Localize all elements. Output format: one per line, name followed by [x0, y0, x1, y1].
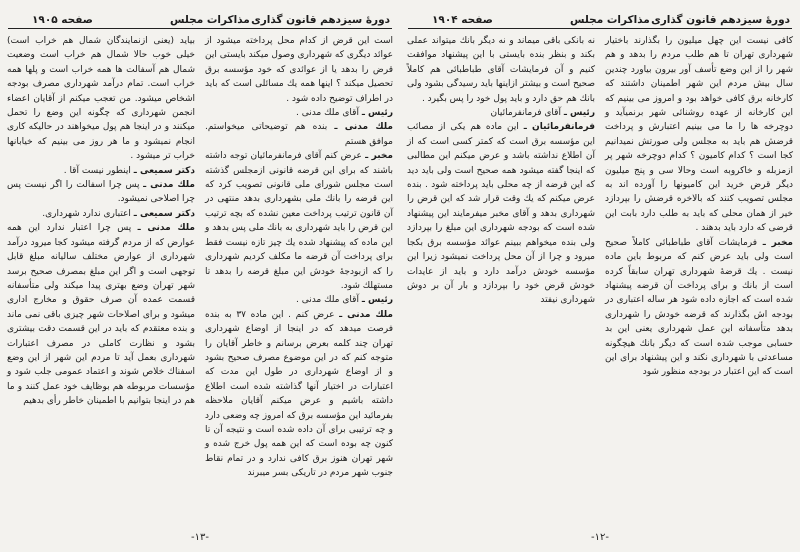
- paragraph-text: عرض کنم . این ماده ۳۷ به بنده فرصت میدهد که در اینجا از اوضاع شهرداری تهران چند کلمه بعرض برسانم و خاطر آقایان را متوجه کنم که در این موضوع مصرف صحیح بشود و از اوضاع شهرداری در طول این مدت که اعتبارات در اختیار آنها گذاشته شده است اطلاع داشته باشیم و عرض میکنم آقایان ملاحظه بفرمائید این مؤسسه برق که امروز چه وضعی دارد و چه ترتیبی برای آن داده شده است و نتیجه آن تا کنون چه بوده است که این همه پول خرج شده و شهر تهران هنوز برق کافی ندارد و در تمام نقاط جنوب شهر مردم در تاریکی بسر میبرند: [205, 309, 393, 479]
- speaker-name: ملك مدنی ـ: [143, 180, 195, 191]
- paragraph-text: اینطور نیست آقا .: [63, 165, 131, 176]
- text-column-left: [7, 34, 195, 409]
- paragraph-text: کافی نیست این چهل میلیون را بگذارند باختیار شهرداری تهران تا هم طلب مردم را بدهد و هم شهر را از این وضع تأسف آور بیرون بیاورد چندین سال بیش مردم این شهر اطمینان داشتند که کارخانه برق کافی خواهد بود و امروز می بینیم که این کارخانه از عهده روشنائی شهر برنمیآید و دوچرخه ها را ما می بینیم اعتبارش و پرداخت قرضش هم باید به مجلس ولی صورتش نمیدانیم کجا است ؟ کدام کامیون ؟ کدام دوچرخه شهر پر ازمزبله و خاکروبه است وحالا سی و پنج میلیون دیگر قرض خرید این کامیونها را آورده اند به مجلس تصویب کنند که بالاخره قرضش را بپردازد خیر از همان محلی که باید به طلب دارد بابت این قرضی که دارد باید بدهند .: [605, 36, 793, 234]
- speech-paragraph: [407, 120, 595, 307]
- right-page: [404, 0, 796, 552]
- text-paragraph: [7, 34, 195, 164]
- page-number-label: صفحه ۱۹۰۴: [432, 14, 493, 26]
- text-paragraph: [407, 34, 595, 106]
- text-paragraph: [605, 34, 793, 236]
- paragraph-text: اعتباری ندارد شهرداری.: [42, 208, 131, 219]
- speech-paragraph: [205, 293, 393, 307]
- speaker-name: دکتر سمیعی ـ: [133, 165, 195, 176]
- speech-paragraph: [205, 149, 393, 293]
- speaker-name: رئیس ـ: [361, 108, 393, 119]
- speaker-name: ملك مدنی ـ: [137, 223, 195, 234]
- speaker-name: رئیس ـ: [361, 295, 393, 306]
- publication-title: مذاکرات مجلس: [170, 14, 250, 26]
- text-column-right: [605, 34, 793, 380]
- speaker-name: دکتر سمیعی ـ: [133, 208, 195, 219]
- speech-paragraph: [205, 120, 393, 149]
- page-header: [408, 14, 792, 29]
- text-column-right: [205, 34, 393, 481]
- paragraph-text: پس چرا اسفالت را اگر نیست پس چرا اصلاحی نمیشود.: [7, 180, 195, 205]
- paragraph-text: است این قرض از کدام محل پرداخته میشود از عوائد دیگری که شهرداری وصول میکند بایستی این قرض را بدهد یا از عوائدی که خود مؤسسه برق تحصیل میکند ؟ اینها همه یك مسائلی است که باید در اطراف توضیح داده شود .: [205, 36, 393, 104]
- paragraph-text: نه بانکی باقی میماند و نه دیگر بانك میتواند عملی بکند و بنظر بنده بایستی با این پیشنهاد موافقت کنیم و آن فرمایشات آقای طباطبائی هم کاملاً صحیح است و بیشتر ازاینها باید رسیدگی بشود ولی بانك هم حق دارد و باید پول خود را پس بگیرد .: [407, 36, 595, 104]
- paragraph-text: بنده هم توضیحاتی میخواستم. موافق هستم: [205, 122, 393, 147]
- page-footer-number: -۱۳-: [191, 532, 209, 543]
- page-footer-number: -۱۲-: [591, 532, 609, 543]
- session-period: دورهٔ سیزدهم قانون گذاری: [251, 14, 390, 26]
- paragraph-text: عرض کنم آقای فرمانفرمائیان توجه داشته باشند که برای این قرضه قانونی ازمجلس گذشته است مجلس شورای ملی قانونی تصویب کرد که این قرضه را بانك ملی بشهرداری بدهد منتهی در آن قانون ترتیب پرداخت معین نشده که بچه ترتیب این قرض را باید شهرداری به بانك ملی پس بدهد و این ماده که پیشنهاد شده یك چیز تازه نیست فقط برای پرداخت آن قرضه ما مکلف کردیم شهرداری را که ازبودجهٔ خودش این مبلغ قرضه را بدهد تا مستهلك شود.: [205, 151, 393, 291]
- publication-title: مذاکرات مجلس: [570, 14, 650, 26]
- speech-paragraph: [7, 164, 195, 178]
- paragraph-text: بیاید (یعنی ازنمایندگان شمال هم خراب است) خیلی خوب حالا شمال هم خراب است وضعیت شمال هم آسفالت ها همه خراب است و پلها همه خراب است. تمام درآمد شهرداری مصرف بودجه اشخاص میشود. من تعجب میکنم از آقایان اعضاء انجمن شهرداری که چگونه این وضع را تحمل میکنند و در اینجا هم پول میخواهند در حالیکه کاری انجام نمیشود و ما هر روز می بینیم که خیابانها خراب تر میشود .: [7, 36, 195, 162]
- speaker-name: فرمانفرمائیان ـ: [523, 122, 595, 133]
- text-column-left: [407, 34, 595, 308]
- text-paragraph: [205, 34, 393, 106]
- speaker-name: ملك مدنی ـ: [334, 122, 393, 133]
- speaker-name: مخبر ـ: [762, 237, 793, 248]
- speaker-name: ملك مدنی ـ: [339, 309, 393, 320]
- paragraph-text: این ماده هم یکی از مصائب این مؤسسه برق است که کمتر کسی است که از آن اطلاع نداشته باشد و عرض میکنم این مطالبی که اینجا گفته میشود همه صحیح است ولی باید دید که این قرضه از چه محلی باید پرداخته شود . بنده عرض میکنم که یك وقت قرار شد که این قرض را شهرداری بدهد و آقای مخبر میفرمایند این پیشنهاد شده است که بودجه شهرداری این مبلغ را بپردازد ولی بنده میخواهم ببینم عوائد مؤسسه برق بکجا میرود و چرا از آن محل پرداخت نمیشود زیرا این مؤسسه خودش درآمد دارد و باید از عایدات خودش قرض خود را بپردازد و بار آن بر دوش شهرداری نیفتد: [407, 122, 595, 306]
- paragraph-text: فرمایشات آقای طباطبائی کاملاً صحیح است ولی باید عرض کنم که مربوط باین ماده نیست . یك قرضهٔ شهرداری تهران سابقاً کرده است از بانك و برای پرداخت آن قرضه پیشنهاد شده است که اجازه داده شود هر ساله اعتباری در بودجه اش بگذارند که قرضه خودش را شهرداری بدهد متأسفانه این عمل شهرداری یعنی این بد حسابی موجب شده است که دیگر بانك هیچگونه مساعدتی با شهرداری نکند و این پیشنهاد برای این است که این اعتبار در بودجه منظور شود: [605, 237, 793, 378]
- speaker-name: مخبر ـ: [365, 151, 393, 162]
- paragraph-text: آقای ملك مدنی .: [295, 108, 359, 119]
- page-number-label: صفحه ۱۹۰۵: [32, 14, 93, 26]
- speech-paragraph: [7, 221, 195, 408]
- paragraph-text: آقای ملك مدنی .: [295, 295, 359, 306]
- paragraph-text: آقای فرمانفرمائیان: [490, 108, 561, 119]
- paragraph-text: پس چرا اعتبار ندارد این همه عوارض که از مردم گرفته میشود کجا میرود درآمد شهرداری از عوارض مختلف سالیانه مبلغ قابل توجهی است و اگر این مبلغ بمصرف صحیح برسد شهر تهران وضع بهتری پیدا میکند ولی متأسفانه قسمت عمده آن صرف حقوق و مخارج اداری میشود و برای اصلاحات شهر چیزی باقی نمی ماند و بنده معتقدم که باید در این قسمت دقت بیشتری بشود و نظارت کاملی در مصرف اعتبارات شهرداری بعمل آید تا مردم این شهر از این وضع اسفناك خلاص شوند و اعتماد عمومی جلب شود و مؤسسات مربوطه هم بوظایف خود عمل کنند و ما هم در اینجا بتوانیم با اطمینان خاطر رأی بدهیم: [7, 223, 195, 407]
- speech-paragraph: [605, 236, 793, 380]
- speech-paragraph: [7, 207, 195, 221]
- speech-paragraph: [7, 178, 195, 207]
- speech-paragraph: [205, 308, 393, 481]
- speaker-name: رئیس ـ: [563, 108, 595, 119]
- page-header: [8, 14, 392, 29]
- speech-paragraph: [205, 106, 393, 120]
- left-page: [4, 0, 396, 552]
- session-period: دورهٔ سیزدهم قانون گذاری: [651, 14, 790, 26]
- speech-paragraph: [407, 106, 595, 120]
